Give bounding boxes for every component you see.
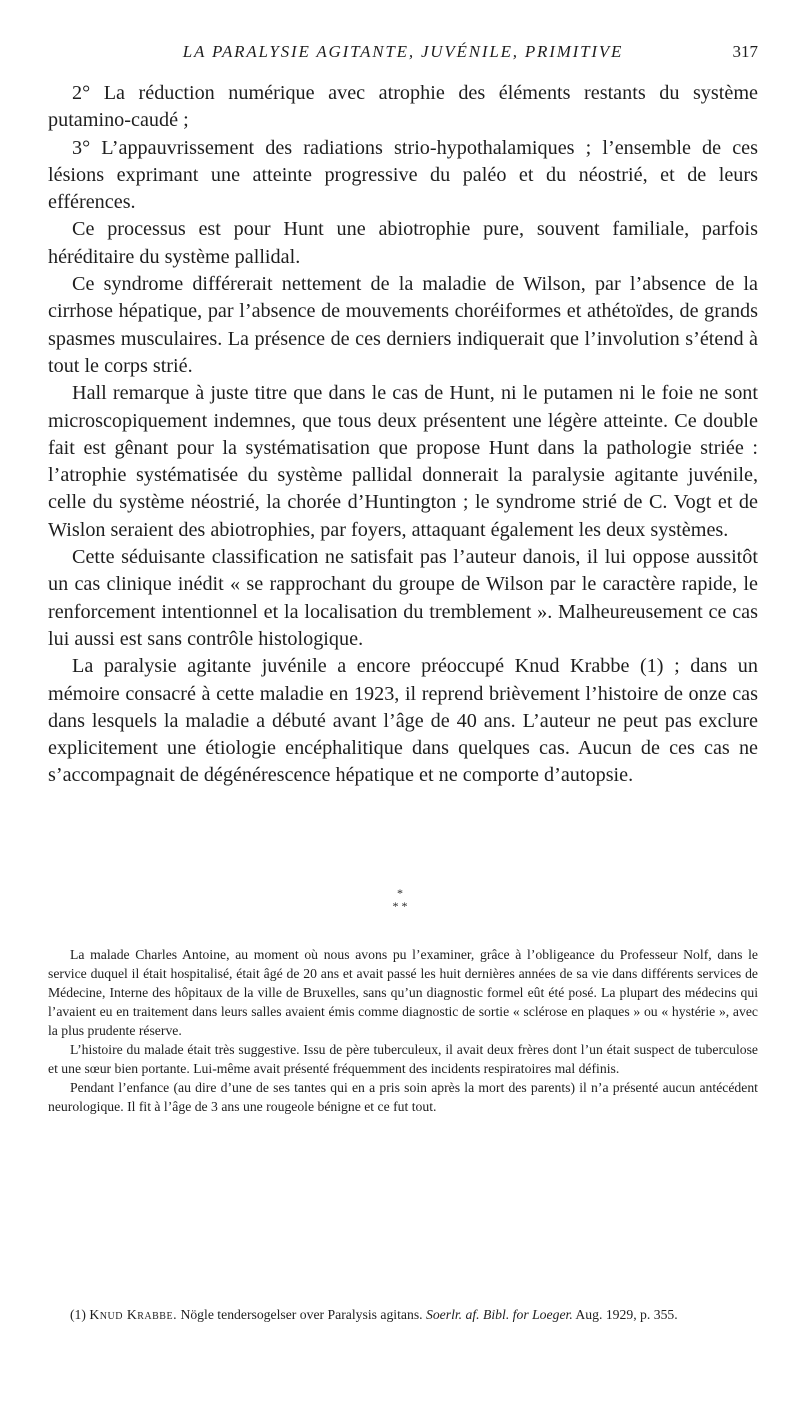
paragraph: Ce processus est pour Hunt une abiotrophie pure, souvent familiale, parfois héréditaire du système pallidal. — [48, 218, 758, 268]
reference-marker: (1) — [70, 1307, 86, 1322]
reference-title: Nögle tendersogelser over Paralysis agitans. — [177, 1307, 426, 1322]
paragraph: La paralysie agitante juvénile a encore préoccupé Knud Krabbe (1) ; dans un mémoire consacré à cette maladie en 1923, il reprend brièvement l’histoire de onze cas dans lesquels la maladie a débuté avant l’âge de 40 ans. L’auteur ne peut pas exclure explicitement une étiologie encéphalitique dans quelques cas. Aucun de ces cas ne s’accompagnait de dégénérescence hépatique et ne comporte d’autopsie. — [48, 655, 758, 787]
reference-details: Aug. 1929, p. 355. — [572, 1307, 678, 1322]
paragraph: Ce syndrome différerait nettement de la maladie de Wilson, par l’absence de la cirrhose hépatique, par l’absence de mouvements choréiformes et athétoïdes, de grands spasmes musculaires. La présence de ces derniers indiquerait que l’involution s’étend à tout le corps strié. — [48, 273, 758, 377]
reference-journal: Soerlr. af. Bibl. for Loeger. — [425, 1307, 573, 1322]
reference-entry — [48, 1305, 758, 1324]
case-notes — [48, 945, 758, 1116]
main-text — [48, 80, 758, 790]
footnote-reference — [48, 1305, 758, 1324]
paragraph: Hall remarque à juste titre que dans le cas de Hunt, ni le putamen ni le foie ne sont microscopiquement indemnes, que tous deux présentent une légère atteinte. Ce double fait est gênant pour la systématisation que propose Hunt dans la pathologie striée : l’atrophie systématisée du système pallidal donnerait la paralysie agitante juvénile, celle du système néostrié, la chorée d’Huntington ; le syndrome strié de C. Vogt et de Wislon seraient des abiotrophies, par foyers, attaquant également les deux systèmes. — [48, 382, 758, 541]
running-header — [48, 42, 758, 66]
note-paragraph: L’histoire du malade était très suggestive. Issu de père tuberculeux, il avait deux frères dont l’un était suspect de tuberculose et une sœur bien portante. Lui-même avait présenté fréquemment des incidents respiratoires mal définis. — [48, 1042, 758, 1076]
section-separator — [0, 887, 800, 913]
note-paragraph: Pendant l’enfance (au dire d’une de ses tantes qui en a pris soin après la mort des parents) il n’a présenté aucun antécédent neurologique. Il fit à l’âge de 3 ans une rougeole bénigne et ce fut tout. — [48, 1080, 758, 1114]
separator-stars-bottom: * * — [392, 899, 408, 913]
reference-author: Knud Krabbe. — [89, 1307, 178, 1322]
note-paragraph: La malade Charles Antoine, au moment où nous avons pu l’examiner, grâce à l’obligeance du Professeur Nolf, dans le service duquel il était hospitalisé, était âgé de 20 ans et avait passé les huit dernières années de sa vie dans différents services de Médecine, Interne des hôpitaux de la ville de Bruxelles, sans qu’un diagnostic formel eût été posé. La plupart des médecins qui l’avaient eu en traitement dans leurs salles avaient émis comme diagnostic de sortie « sclérose en plaques » ou « hystérie », avec la plus prudente réserve. — [48, 947, 758, 1038]
separator-star-top: * — [397, 886, 403, 900]
paragraph: Cette séduisante classification ne satisfait pas l’auteur danois, il lui oppose aussitôt un cas clinique inédit « se rapprochant du groupe de Wilson par le caractère rapide, le renforcement intentionnel et la localisation du tremblement ». Malheureusement ce cas lui aussi est sans contrôle histologique. — [48, 546, 758, 650]
paragraph: 3° L’appauvrissement des radiations strio-hypothalamiques ; l’ensemble de ces lésions exprimant une atteinte progressive du paléo et du néostrié, et de leurs efférences. — [48, 136, 758, 214]
paragraph: 2° La réduction numérique avec atrophie des éléments restants du système putamino-caudé ; — [48, 82, 758, 132]
page-number: 317 — [732, 42, 758, 61]
running-title: LA PARALYSIE AGITANTE, JUVÉNILE, PRIMITIVE — [182, 42, 624, 61]
